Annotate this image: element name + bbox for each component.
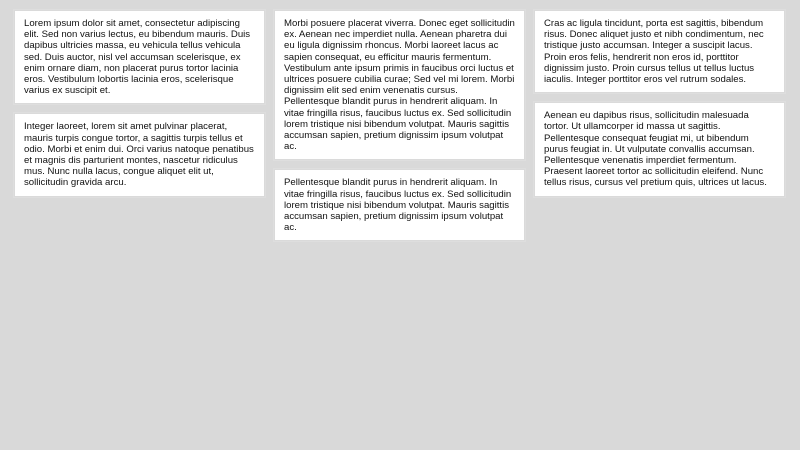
column-3 [534,10,785,206]
card-text: Cras ac ligula tincidunt, porta est sagittis, bibendum risus. Donec aliquet justo et nibh condimentum, nec tristique justo accumsan. Integer a suscipit lacus. Proin eros felis, hendrerit non eros id, porttitor dignissim justo. Proin cursus tellus ut tellus luctus iaculis. Integer porttitor eros vel rutrum sodales. [544,18,764,86]
text-card [534,102,785,196]
column-2 [274,10,525,250]
card-text: Morbi posuere placerat viverra. Donec eget sollicitudin ex. Aenean nec imperdiet nulla. Aenean pharetra dui eu ligula dignissim rhoncus. Morbi laoreet lacus ac sapien consequat, eu efficitur mauris fermentum. Vestibulum ante ipsum primis in faucibus orci luctus et ultrices posuere cubilia curae; Sed vel mi lorem. Morbi dignissim elit sed enim venenatis cursus. Pellentesque blandit purus in hendrerit aliquam. In vitae fringilla risus, faucibus luctus ex. Sed sollicitudin lorem tristique nisi bibendum volutpat. Mauris sagittis accumsan sapien, pretium dignissim ipsum volutpat ac. [284,18,515,153]
column-1 [14,10,265,206]
text-card [534,10,785,93]
text-card [274,10,525,160]
card-text: Integer laoreet, lorem sit amet pulvinar placerat, mauris turpis congue tortor, a sagittis turpis tellus et odio. Morbi et enim dui. Orci varius natoque penatibus et magnis dis parturient montes, nascetur ridiculus mus. Nunc nulla lacus, congue aliquet elit ut, sollicitudin gravida arcu. [24,121,254,189]
text-card [14,113,265,196]
card-text: Pellentesque blandit purus in hendrerit aliquam. In vitae fringilla risus, faucibus luctus ex. Sed sollicitudin lorem tristique nisi bibendum volutpat. Mauris sagittis accumsan sapien, pretium dignissim ipsum volutpat ac. [284,177,512,234]
text-card [274,169,525,241]
text-card [14,10,265,104]
card-text: Aenean eu dapibus risus, sollicitudin malesuada tortor. Ut ullamcorper id massa ut sagittis. Pellentesque consequat feugiat mi, ut bibendum purus feugiat in. Ut vulputate convallis accumsan. Pellentesque venenatis imperdiet fermentum. Praesent laoreet tortor ac sollicitudin eleifend. Nunc tellus risus, cursus vel pretium quis, ultrices ut lacus. [544,110,767,189]
card-text: Lorem ipsum dolor sit amet, consectetur adipiscing elit. Sed non varius lectus, eu bibendum mauris. Duis dapibus ultricies massa, eu vehicula tellus vehicula sed. Duis auctor, nisl vel accumsan scelerisque, ex enim ornare diam, non placerat purus tortor lacinia eros. Vestibulum lobortis lacinia eros, scelerisque varius ex suscipit et. [24,18,251,97]
